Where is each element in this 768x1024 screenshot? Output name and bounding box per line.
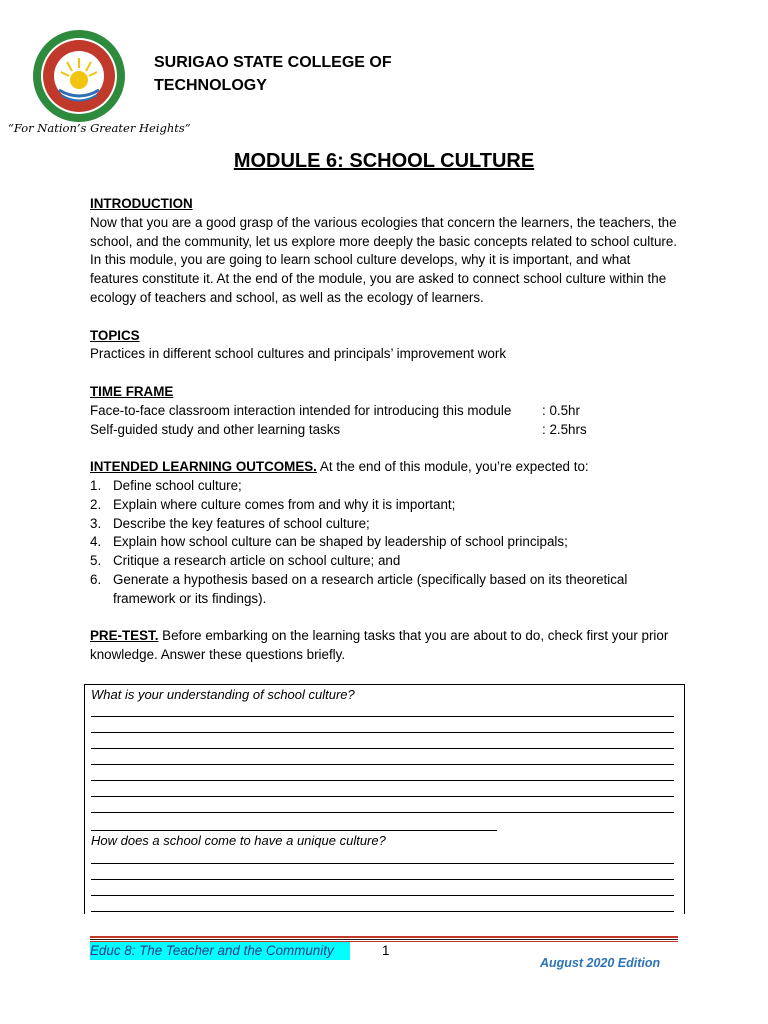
list-item — [90, 515, 680, 534]
list-item-text: Critique a research article on school culture; and — [113, 553, 401, 569]
topics-text: Practices in different school cultures and principals’ improvement work — [90, 346, 507, 362]
list-item-text: Explain how school culture can be shaped by leadership of school principals; — [113, 534, 568, 550]
answer-line[interactable] — [91, 830, 497, 831]
list-item-text: Define school culture; — [113, 477, 242, 493]
answer-line[interactable] — [91, 863, 674, 864]
footer-course-title: Educ 8: The Teacher and the Community — [90, 942, 350, 960]
time-frame-activity: Face-to-face classroom interaction intended for introducing this module — [90, 402, 512, 418]
list-item-number: 1. — [90, 477, 102, 493]
pretest-question-2: How does a school come to have a unique culture? — [91, 833, 386, 848]
pretest-text: Before embarking on the learning tasks that you are about to do, check first your prior knowledge. Answer these questions briefly. — [90, 628, 669, 663]
answer-line[interactable] — [91, 716, 674, 717]
list-item-number: 5. — [90, 553, 102, 569]
introduction-text: Now that you are a good grasp of the various ecologies that concern the learners, the teachers, the school, and the community, let us explore more deeply the basic concepts related to school culture. In this module, you are going to learn school culture develops, why it is important, and what features constitute it. At the end of the module, you are asked to connect school culture within the ecology of teachers and school, as well as the ecology of learners. — [90, 214, 678, 305]
time-frame-row — [90, 421, 680, 440]
institution-name-line1: SURIGAO STATE COLLEGE OF — [154, 54, 392, 71]
outcomes-paragraph — [90, 458, 680, 477]
list-item-text: Generate a hypothesis based on a research article (specifically based on its theoretical framework or its findings). — [113, 571, 628, 606]
answer-line[interactable] — [91, 748, 674, 749]
pretest-paragraph — [90, 627, 680, 665]
list-item-text: Explain where culture comes from and why it is important; — [113, 496, 456, 512]
list-item — [90, 477, 680, 496]
seal-emblem-icon — [31, 28, 127, 124]
institution-name-line2: TECHNOLOGY — [154, 77, 267, 94]
answer-line[interactable] — [91, 796, 674, 797]
time-frame-duration: : 0.5hr — [542, 402, 580, 418]
answer-line[interactable] — [91, 780, 674, 781]
pretest-answer-box — [84, 684, 685, 914]
list-item — [90, 533, 680, 552]
time-frame-heading: TIME FRAME — [90, 383, 174, 399]
footer-rule-red — [90, 936, 678, 938]
time-frame-activity: Self-guided study and other learning tasks — [90, 421, 341, 437]
outcomes-heading: INTENDED LEARNING OUTCOMES. — [90, 459, 317, 475]
page-number: 1 — [382, 943, 390, 958]
footer-rule-dark — [90, 939, 678, 940]
introduction-heading: INTRODUCTION — [90, 196, 193, 211]
footer-edition: August 2020 Edition — [540, 956, 661, 970]
answer-line[interactable] — [91, 879, 674, 880]
list-item-text: Describe the key features of school culture; — [113, 515, 370, 531]
answer-line[interactable] — [91, 764, 674, 765]
list-item-number: 3. — [90, 515, 102, 531]
module-content — [90, 195, 680, 665]
answer-line[interactable] — [91, 812, 674, 813]
answer-line[interactable] — [91, 895, 674, 896]
list-item-number: 6. — [90, 571, 102, 587]
list-item — [90, 496, 680, 515]
institution-name — [154, 51, 514, 97]
time-frame-duration: : 2.5hrs — [542, 421, 587, 437]
college-seal-logo — [31, 28, 127, 124]
outcomes-list — [90, 477, 680, 609]
topics-heading: TOPICS — [90, 327, 140, 343]
pretest-question-1: What is your understanding of school culture? — [91, 687, 355, 702]
time-frame-row — [90, 402, 680, 421]
institution-motto: “For Nation’s Greater Heights” — [8, 121, 191, 135]
answer-line[interactable] — [91, 732, 674, 733]
module-title: MODULE 6: SCHOOL CULTURE — [233, 150, 535, 172]
list-item — [90, 571, 680, 609]
pretest-heading: PRE-TEST. — [90, 628, 159, 644]
list-item — [90, 552, 680, 571]
answer-line[interactable] — [91, 911, 674, 912]
list-item-number: 2. — [90, 496, 102, 512]
list-item-number: 4. — [90, 534, 102, 550]
outcomes-intro: At the end of this module, you’re expected to: — [316, 459, 589, 475]
